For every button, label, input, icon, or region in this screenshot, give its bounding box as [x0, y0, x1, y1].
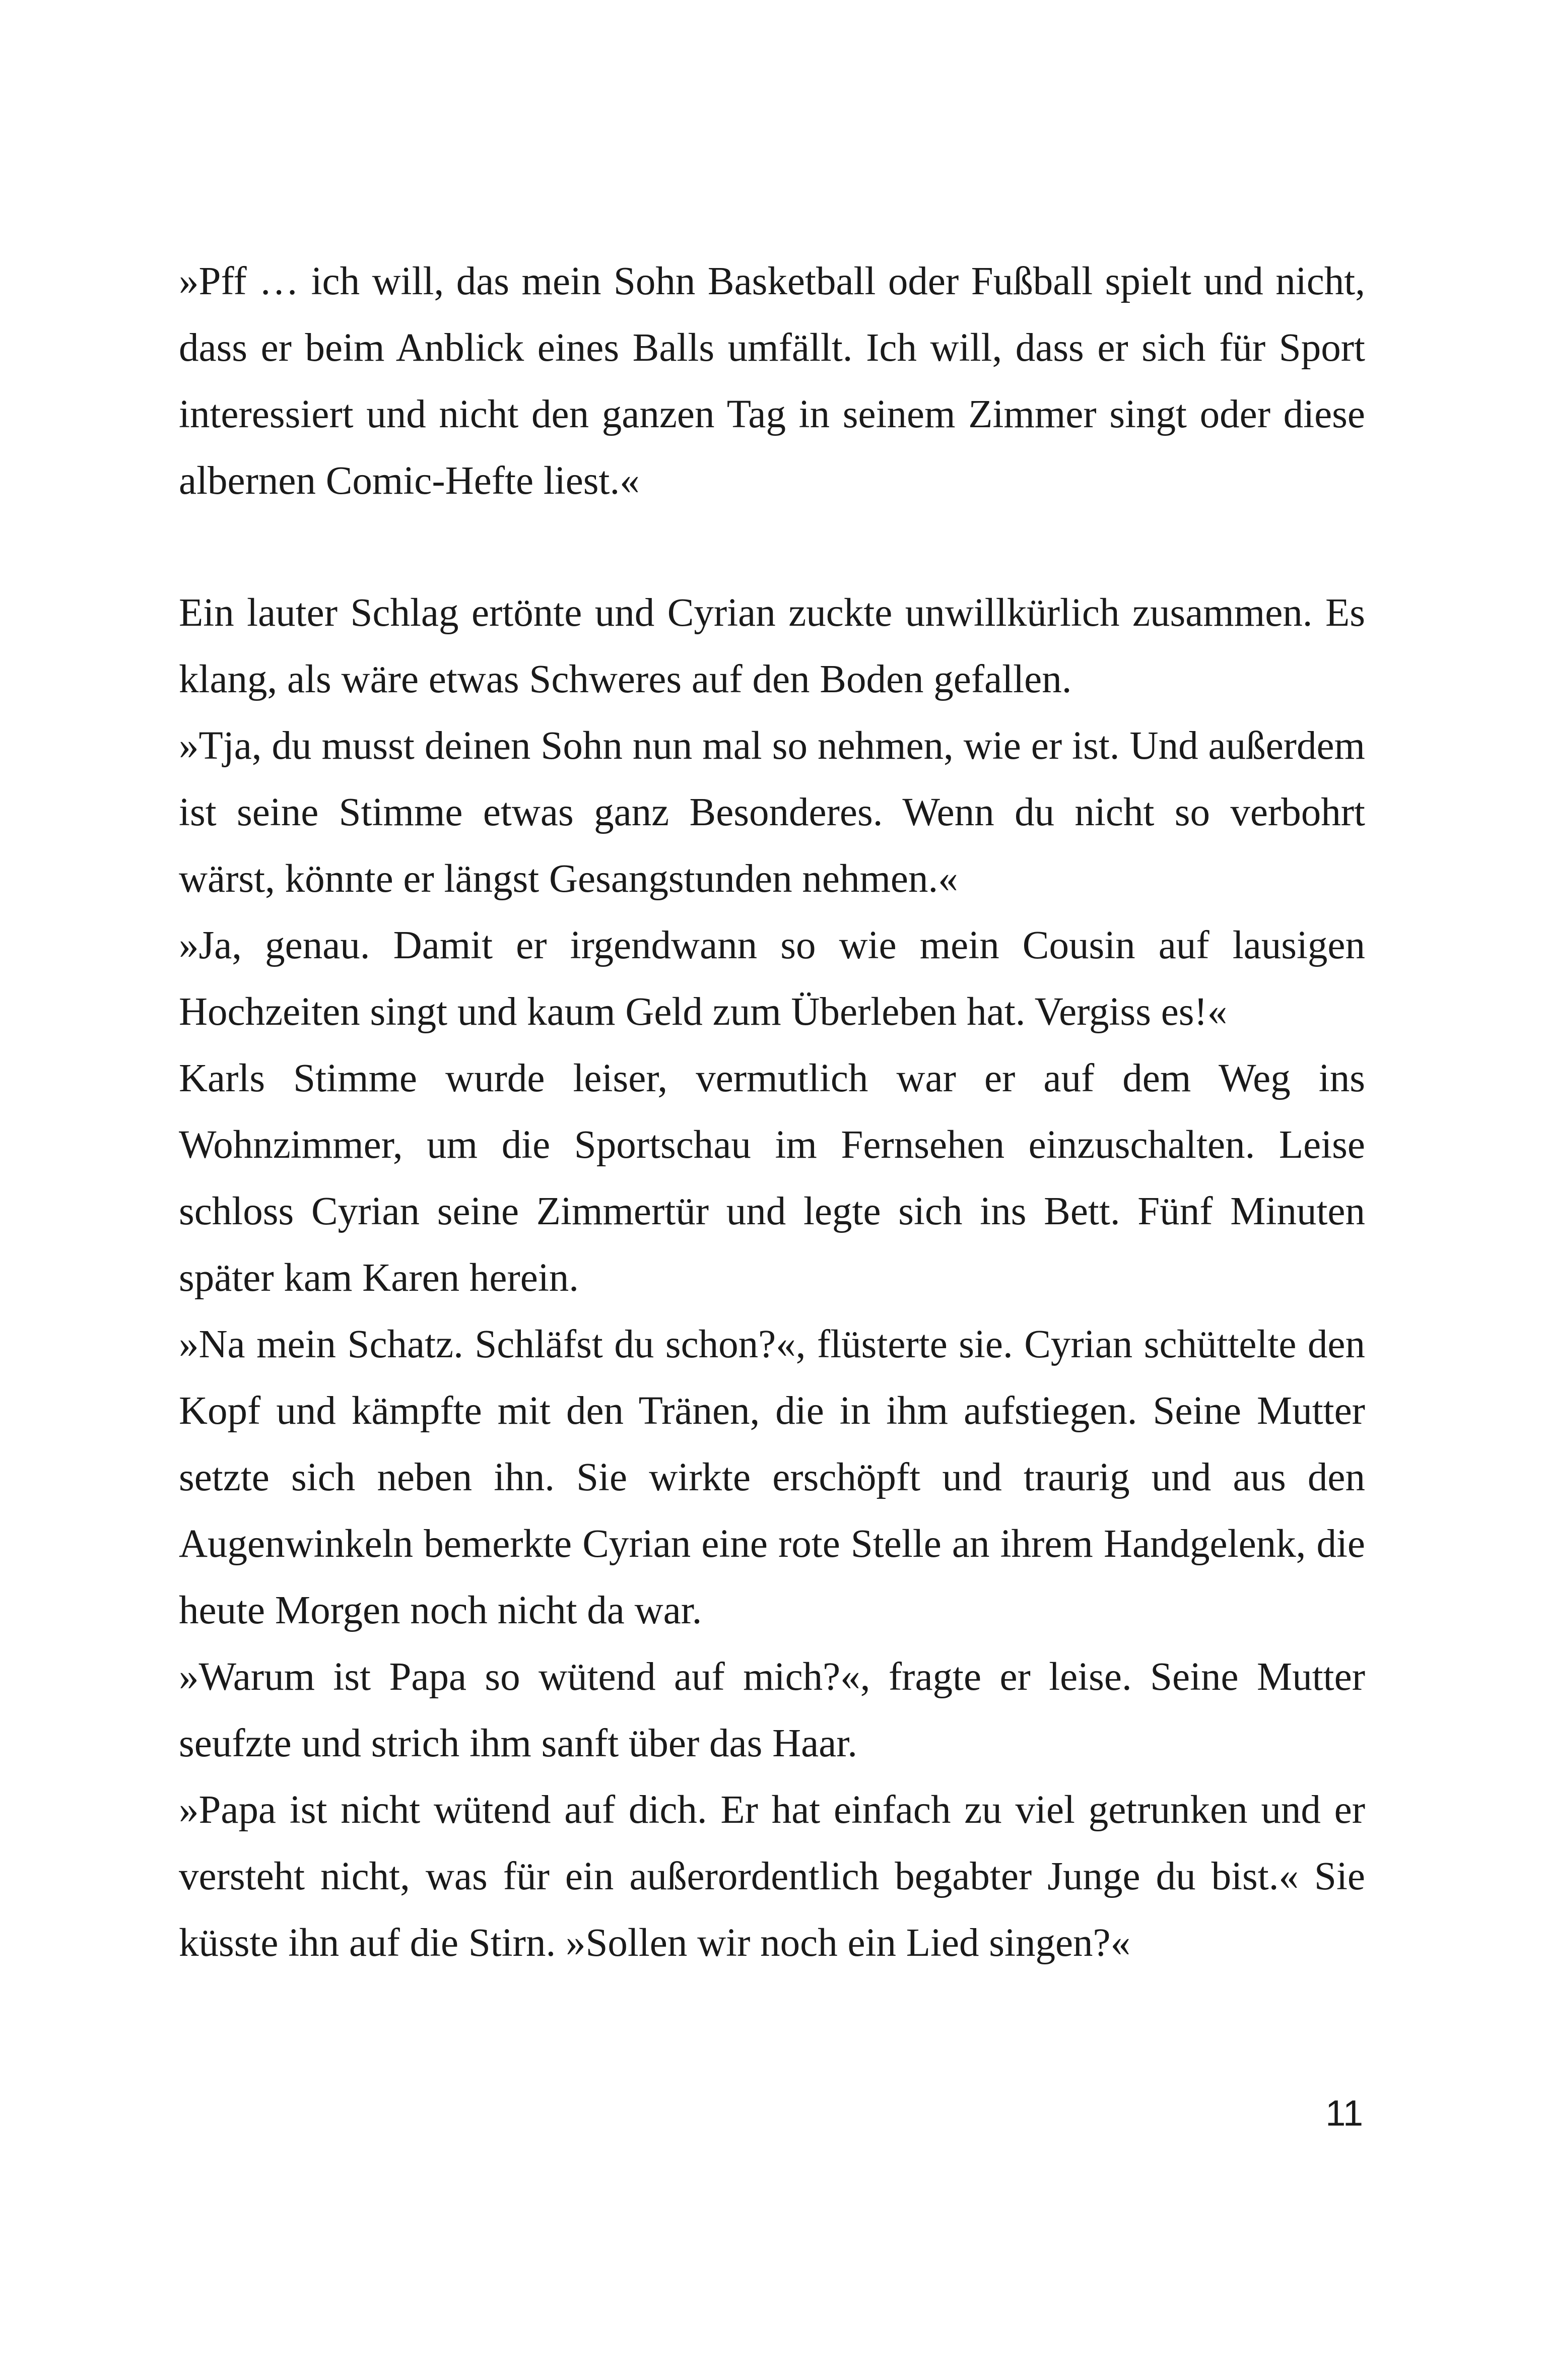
page-number: 11 — [1325, 2093, 1363, 2134]
paragraph: »Warum ist Papa so wütend auf mich?«, fragte er leise. Seine Mutter seufzte und strich ihm sanft über das Haar. — [179, 1655, 1365, 1765]
paragraph: Ein lauter Schlag ertönte und Cyrian zuckte unwillkürlich zusammen. Es klang, als wäre etwas Schweres auf den Boden gefallen. — [179, 591, 1365, 701]
paragraph: »Tja, du musst deinen Sohn nun mal so nehmen, wie er ist. Und außerdem ist seine Stimme etwas ganz Besonderes. Wenn du nicht so verbohrt wärst, könnte er längst Gesangstunden nehmen.« — [179, 724, 1365, 901]
text-block-main — [179, 580, 1365, 1976]
text-block-top — [179, 248, 1365, 514]
paragraph: Karls Stimme wurde leiser, vermutlich war er auf dem Weg ins Wohnzimmer, um die Sportschau im Fernsehen einzuschalten. Leise schloss Cyrian seine Zimmertür und legte sich ins Bett. Fünf Minuten später kam Karen herein. — [179, 1056, 1365, 1300]
paragraph: »Na mein Schatz. Schläfst du schon?«, flüsterte sie. Cyrian schüttelte den Kopf und kämpfte mit den Tränen, die in ihm aufstiegen. Seine Mutter setzte sich neben ihn. Sie wirkte erschöpft und traurig und aus den Augenwinkeln bemerkte Cyrian eine rote Stelle an ihrem Handgelenk, die heute Morgen noch nicht da war. — [179, 1323, 1365, 1632]
paragraph: »Ja, genau. Damit er irgendwann so wie mein Cousin auf lausigen Hochzeiten singt und kaum Geld zum Überleben hat. Vergiss es!« — [179, 923, 1365, 1034]
paragraph: »Pff … ich will, das mein Sohn Basketball oder Fußball spielt und nicht, dass er beim Anblick eines Balls umfällt. Ich will, dass er sich für Sport interessiert und nicht den ganzen Tag in seinem Zimmer singt oder diese albernen Comic-Hefte liest.« — [179, 259, 1365, 503]
paragraph: »Papa ist nicht wütend auf dich. Er hat einfach zu viel getrunken und er versteht nicht, was für ein außerordentlich begabter Junge du bist.« Sie küsste ihn auf die Stirn. »Sollen wir noch ein Lied singen?« — [179, 1788, 1365, 1965]
